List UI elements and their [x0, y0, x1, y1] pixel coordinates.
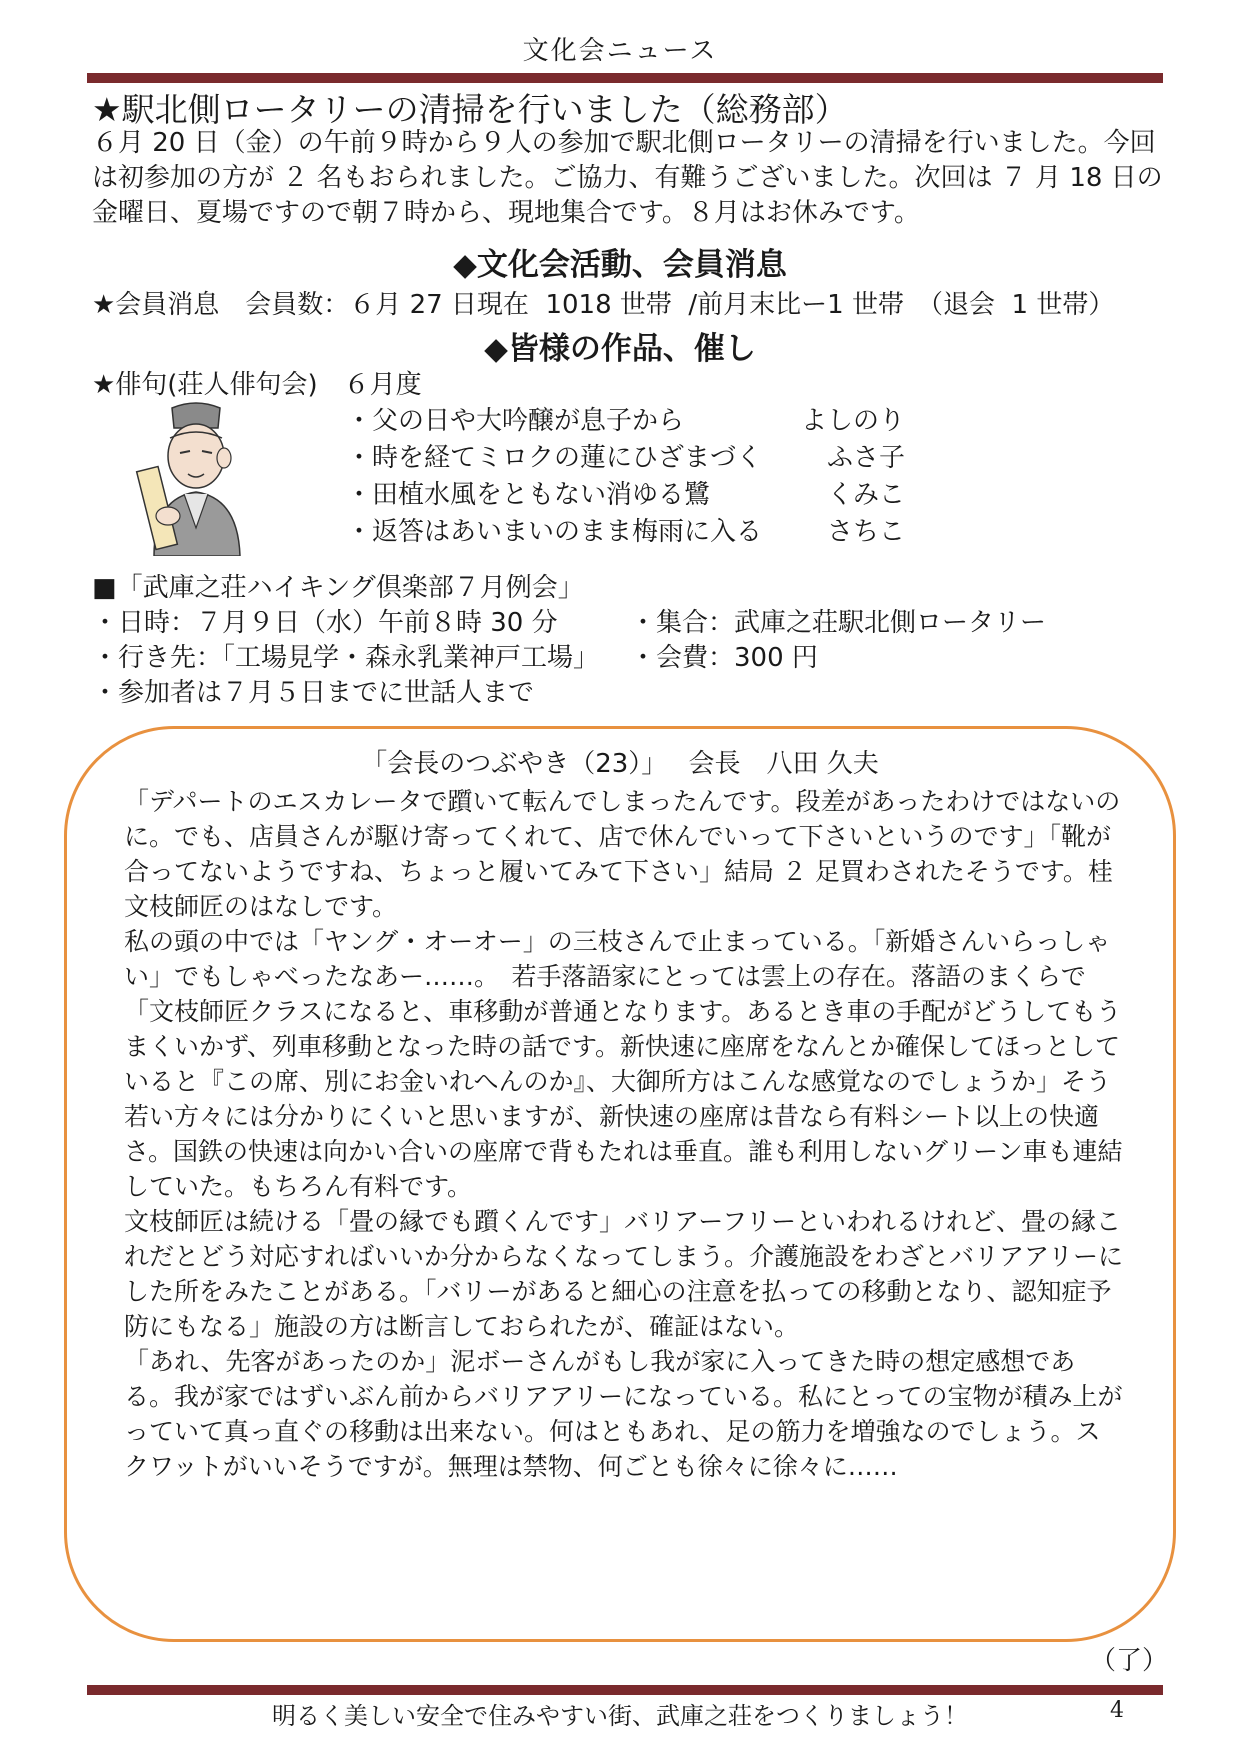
- column-end-mark: （了）: [1090, 1646, 1169, 1676]
- haiku-3-author: くみこ: [826, 480, 905, 510]
- column-paragraph: 「デパートのエスカレータで躓いて転んでしまったんです。段差があったわけではないのに。でも、店員さんが駆け寄ってくれて、店で休んでいって下さいというのです」「靴が合ってないようですね、ちょっと履いてみて下さい」結局 ２ 足買わされたそうです。桂文枝師匠のはなしです。: [124, 787, 1121, 921]
- article-body-cleanup: ６月 20 日（金）の午前９時から９人の参加で駅北側ロータリーの清掃を行いました。今回は初参加の方が ２ 名もおられました。ご協力、有難うございました。次回は ７ 月 18 日の金曜日、夏場ですので朝７時から、現地集合です。８月はお休みです。: [92, 128, 1163, 228]
- header-rule: [87, 73, 1163, 83]
- haiku-1-author: よしのり: [800, 406, 905, 436]
- column-body: [124, 784, 1124, 1484]
- footer-rule: [87, 1685, 1163, 1695]
- haiku-2: ・時を経てミロクの蓮にひざまづく: [346, 443, 763, 473]
- section-heading-activities: ◆文化会活動、会員消息: [453, 247, 787, 283]
- section-heading-works: ◆皆様の作品、催し: [484, 331, 756, 367]
- article-title-cleanup: ★駅北側ロータリーの清掃を行いました（総務部）: [92, 90, 848, 129]
- haiku-poet-illustration: [132, 398, 260, 556]
- haiku-1: ・父の日や大吟醸が息子から: [346, 406, 685, 436]
- member-news: ★会員消息 会員数：６月 27 日現在 1018 世帯 /前月末比ー1 世帯 （退会 1 世帯）: [92, 290, 1115, 320]
- column-paragraph: 私の頭の中では「ヤング・オーオー」の三枝さんで止まっている。「新婚さんいらっしゃい」でもしゃべったなあー……。 若手落語家にとっては雲上の存在。落語のまくらで「文枝師匠クラスになると、車移動が普通となります。あるとき車の手配がどうしてもうまくいかず、列車移動となった時の話です。新快速に座席をなんとか確保してほっとしていると『この席、別にお金いれへんのか』、大御所方はこんな感覚なのでしょうか」そう若い方々には分かりにくいと思いますが、新快速の座席は昔なら有料シート以上の快適さ。国鉄の快速は向かい合いの座席で背もたれは垂直。誰も利用しないグリーン車も連結していた。もちろん有料です。: [124, 927, 1123, 1201]
- newsletter-title: 文化会ニュース: [522, 36, 718, 66]
- page-number: 4: [1110, 1698, 1124, 1723]
- haiku-4: ・返答はあいまいのまま梅雨に入る: [346, 517, 763, 547]
- column-paragraph: 文枝師匠は続ける「畳の縁でも躓くんです」バリアーフリーといわれるけれど、畳の縁これだとどう対応すればいいか分からなくなってしまう。介護施設をわざとバリアアリーにした所をみたことがある。「バリーがあると細心の注意を払っての移動となり、認知症予防にもなる」施設の方は断言しておられたが、確証はない。: [124, 1207, 1124, 1341]
- haiku-4-author: さちこ: [826, 517, 905, 547]
- haiku-2-author: ふさ子: [826, 443, 905, 473]
- column-paragraph: 「あれ、先客があったのか」泥ボーさんがもし我が家に入ってきた時の想定感想である。我が家ではずいぶん前からバリアアリーになっている。私にとっての宝物が積み上がっていて真っ直ぐの移動は出来ない。何はともあれ、足の筋力を増強なのでしょう。スクワットがいいそうですが。無理は禁物、何ごとも徐々に徐々に……: [124, 1347, 1123, 1481]
- hiking-deadline: ・参加者は７月５日までに世話人まで: [92, 678, 535, 708]
- hiking-fee: ・会費：300 円: [630, 643, 818, 673]
- hiking-date: ・日時：７月９日（水）午前８時 30 分: [92, 608, 558, 638]
- footer-slogan: 明るく美しい安全で住みやすい街、武庫之荘をつくりましょう！: [272, 1702, 968, 1730]
- hiking-meeting-point: ・集合：武庫之荘駅北側ロータリー: [630, 608, 1047, 638]
- column-title: 「会長のつぶやき（23）」 会長 八田 久夫: [361, 749, 879, 779]
- haiku-header: ★俳句(荘人俳句会) ６月度: [92, 370, 422, 400]
- hiking-destination: ・行き先：「工場見学・森永乳業神戸工場」: [92, 643, 600, 673]
- hiking-title: ■「武庫之荘ハイキング倶楽部７月例会」: [92, 573, 584, 603]
- haiku-3: ・田植水風をともない消ゆる鷺: [346, 480, 711, 510]
